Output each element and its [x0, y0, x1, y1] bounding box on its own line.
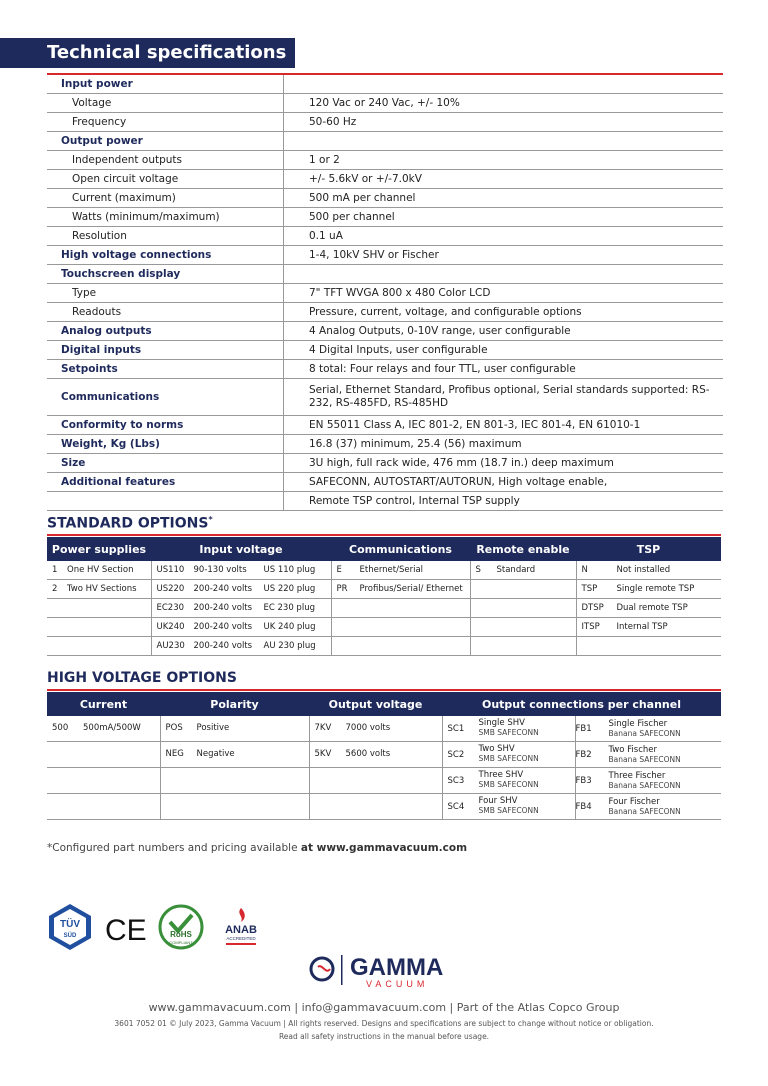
footer-line2: 3601 7052 01 © July 2023, Gamma Vacuum | All rights reserved. Designs and specifications are subject to change without notice or obligation. [114, 1019, 654, 1028]
spec-row [47, 113, 723, 132]
spec-key: Frequency [47, 113, 284, 132]
std-cell-text: Profibus/Serial/ Ethernet [359, 583, 463, 594]
standard-options-title-text: STANDARD OPTIONS [47, 515, 209, 532]
hv-conn-sub: Banana SAFECONN [608, 728, 681, 738]
spec-key: Watts (minimum/maximum) [47, 208, 284, 227]
hv-cell-text [609, 745, 722, 765]
std-row [47, 599, 721, 618]
spec-value: Remote TSP control, Internal TSP supply [284, 492, 724, 511]
std-cell-text: US 220 plug [263, 583, 316, 594]
hv-cell-text [609, 771, 722, 791]
standard-options-mark: * [208, 515, 213, 524]
std-cell [576, 561, 721, 580]
std-cell [331, 618, 470, 637]
std-cell [576, 580, 721, 599]
gamma-logo-icon [308, 951, 468, 991]
rohs-sub-text: COMPLIANT [169, 940, 193, 945]
spec-row [47, 94, 723, 113]
std-cell-text: Ethernet/Serial [359, 564, 424, 575]
hv-cell [442, 794, 721, 820]
std-header: Input voltage [151, 537, 331, 561]
spec-value: 4 Analog Outputs, 0-10V range, user configurable [284, 322, 724, 341]
spec-key: Touchscreen display [47, 265, 284, 284]
hv-cell-text: SC2 [447, 749, 465, 760]
hv-cell [160, 794, 309, 820]
std-cell-text: UK 240 plug [263, 621, 316, 632]
std-cell-text: Not installed [616, 564, 671, 575]
std-row [47, 561, 721, 580]
hv-cell-text: SC3 [447, 775, 465, 786]
spec-row [47, 454, 723, 473]
hv-cell [160, 742, 309, 768]
hv-header: Output connections per channel [442, 692, 721, 716]
spec-row [47, 189, 723, 208]
rohs-text: RoHS [170, 930, 192, 939]
hv-conn-sub: Banana SAFECONN [608, 780, 681, 790]
std-cell-text: TSP [581, 583, 598, 594]
spec-value: EN 55011 Class A, IEC 801-2, EN 801-3, IEC 801-4, EN 61010-1 [284, 416, 724, 435]
std-cell-text: EC 230 plug [263, 602, 315, 613]
std-cell [331, 637, 470, 656]
spec-row [47, 341, 723, 360]
hv-conn-name: Four SHV [478, 796, 518, 806]
spec-row [47, 473, 723, 492]
hv-options-title: HIGH VOLTAGE OPTIONS [47, 670, 237, 686]
hv-conn-sub: SMB SAFECONN [478, 780, 539, 789]
spec-value: 120 Vac or 240 Vac, +/- 10% [284, 94, 724, 113]
spec-row [47, 151, 723, 170]
hv-cell-text: NEG [165, 749, 184, 760]
spec-value: 4 Digital Inputs, user configurable [284, 341, 724, 360]
std-cell-text: S [475, 564, 481, 575]
spec-row [47, 75, 723, 94]
hv-cell-text [479, 794, 576, 819]
logo-sub: VACUUM [366, 979, 429, 989]
spec-key: Weight, Kg (Lbs) [47, 435, 284, 454]
spec-value: 1 or 2 [284, 151, 724, 170]
hv-conn-sub: SMB SAFECONN [478, 754, 539, 763]
spec-row [47, 492, 723, 511]
hv-cell-text [609, 797, 722, 817]
hv-cell [442, 742, 721, 768]
hv-cell-text: Positive [196, 723, 230, 734]
hv-cell-text: FB1 [575, 723, 592, 734]
footnote-text: *Configured part numbers and pricing available [47, 842, 301, 854]
hv-cell [160, 768, 309, 794]
spec-row [47, 379, 723, 416]
anab-icon [214, 906, 268, 950]
std-cell [576, 637, 721, 656]
hv-cell [309, 768, 442, 794]
std-cell [151, 561, 331, 580]
spec-value: Serial, Ethernet Standard, Profibus optional, Serial standards supported: RS-232, RS-485FD, RS-485HD [284, 379, 724, 416]
hv-cell-text: Negative [196, 749, 235, 760]
std-cell [470, 561, 576, 580]
hv-conn-name: Three Fischer [608, 770, 666, 781]
hv-header: Polarity [160, 692, 309, 716]
std-cell [470, 580, 576, 599]
hv-cell-text [609, 719, 722, 739]
std-cell-text: AU 230 plug [263, 640, 316, 651]
spec-value: 500 per channel [284, 208, 724, 227]
hv-cell-text: SC1 [447, 723, 465, 734]
hv-cell-text: 5KV [314, 749, 332, 760]
std-cell-text: 1 [52, 564, 58, 575]
hv-cell-text: 7KV [314, 723, 332, 734]
hv-cell-text [479, 768, 576, 793]
spec-value [284, 265, 724, 284]
spec-key: Independent outputs [47, 151, 284, 170]
std-cell-text: US220 [156, 583, 185, 594]
std-cell-text: 90-130 volts [193, 564, 247, 575]
hv-conn-name: Single SHV [478, 718, 525, 728]
hv-cell [309, 716, 442, 742]
rohs-icon [158, 904, 204, 950]
spec-value: 0.1 uA [284, 227, 724, 246]
hv-cell [47, 794, 160, 820]
spec-key: Readouts [47, 303, 284, 322]
std-cell [47, 637, 151, 656]
std-cell-text: Two HV Sections [67, 583, 137, 594]
std-cell-text: DTSP [581, 602, 604, 613]
spec-key: Resolution [47, 227, 284, 246]
spec-key: Voltage [47, 94, 284, 113]
spec-key: Open circuit voltage [47, 170, 284, 189]
spec-row [47, 227, 723, 246]
spec-key: Analog outputs [47, 322, 284, 341]
std-cell-text: N [581, 564, 588, 575]
spec-key: Conformity to norms [47, 416, 284, 435]
std-cell-text: Dual remote TSP [616, 602, 688, 613]
anab-mark [214, 906, 268, 954]
tuv-sud-icon [47, 902, 93, 952]
spec-key: High voltage connections [47, 246, 284, 265]
std-cell [47, 599, 151, 618]
hv-cell-text: 5600 volts [345, 749, 391, 760]
std-cell-text: UK240 [156, 621, 185, 632]
std-cell-text: PR [336, 583, 348, 594]
std-cell [151, 637, 331, 656]
hv-header: Output voltage [309, 692, 442, 716]
std-cell [47, 561, 151, 580]
hv-row [47, 716, 721, 742]
spec-value: 1-4, 10kV SHV or Fischer [284, 246, 724, 265]
hv-cell [442, 716, 721, 742]
hv-cell-text [479, 716, 576, 741]
hv-cell [47, 768, 160, 794]
std-cell [576, 618, 721, 637]
spec-value: 50-60 Hz [284, 113, 724, 132]
hv-conn-name: Four Fischer [608, 796, 660, 807]
std-cell [47, 618, 151, 637]
spec-value: 500 mA per channel [284, 189, 724, 208]
standard-options-table [47, 537, 721, 656]
footer-line1: www.gammavacuum.com | info@gammavacuum.com | Part of the Atlas Copco Group [148, 1001, 620, 1014]
std-cell-text: Standard [496, 564, 536, 575]
std-row [47, 580, 721, 599]
hv-cell [47, 742, 160, 768]
std-cell [151, 599, 331, 618]
hv-cell-text: 500 [52, 723, 69, 734]
standard-options-rule [47, 534, 721, 536]
std-cell [331, 561, 470, 580]
hv-cell [309, 742, 442, 768]
hv-cell-text: FB4 [575, 801, 592, 812]
logo-name: GAMMA [350, 954, 444, 981]
spec-row [47, 435, 723, 454]
spec-value [284, 132, 724, 151]
anab-sub-text: ACCREDITED [226, 936, 256, 941]
spec-key: Digital inputs [47, 341, 284, 360]
spec-key: Type [47, 284, 284, 303]
hv-conn-sub: SMB SAFECONN [478, 728, 539, 737]
gamma-logo [308, 951, 468, 995]
spec-key: Current (maximum) [47, 189, 284, 208]
std-row [47, 637, 721, 656]
std-cell-text: 2 [52, 583, 58, 594]
std-cell [576, 599, 721, 618]
spec-value: SAFECONN, AUTOSTART/AUTORUN, High voltage enable, [284, 473, 724, 492]
rohs-mark [158, 904, 204, 954]
hv-cell-text: 500mA/500W [83, 723, 141, 734]
hv-header: Current [47, 692, 160, 716]
spec-key: Setpoints [47, 360, 284, 379]
spec-row [47, 170, 723, 189]
hv-options-table [47, 692, 721, 820]
spec-value: 7" TFT WVGA 800 x 480 Color LCD [284, 284, 724, 303]
hv-conn-name: Three SHV [478, 770, 524, 780]
std-header: TSP [576, 537, 721, 561]
spec-key [47, 492, 284, 511]
std-cell-text: EC230 [156, 602, 185, 613]
footer-line3: Read all safety instructions in the manual before usage. [278, 1032, 490, 1041]
std-cell-text: US110 [156, 564, 185, 575]
spec-key: Input power [47, 75, 284, 94]
hv-cell-text: FB3 [575, 775, 592, 786]
standard-options-title [47, 515, 213, 532]
std-cell-text: AU230 [156, 640, 185, 651]
hv-row [47, 742, 721, 768]
hv-row [47, 768, 721, 794]
std-row [47, 618, 721, 637]
std-header: Power supplies [47, 537, 151, 561]
footnote-link[interactable]: at www.gammavacuum.com [300, 842, 468, 854]
hv-row [47, 794, 721, 820]
spec-value [284, 75, 724, 94]
spec-value: 16.8 (37) minimum, 25.4 (56) maximum [284, 435, 724, 454]
anab-text: ANAB [225, 924, 257, 936]
spec-row [47, 208, 723, 227]
spec-row [47, 132, 723, 151]
std-cell-text: Internal TSP [616, 621, 668, 632]
std-cell-text: ITSP [581, 621, 600, 632]
hv-conn-sub: SMB SAFECONN [478, 806, 539, 815]
title-bar [0, 38, 295, 68]
spec-key: Additional features [47, 473, 284, 492]
spec-value: +/- 5.6kV or +/-7.0kV [284, 170, 724, 189]
spec-key: Communications [47, 379, 284, 416]
std-cell-text: One HV Section [67, 564, 134, 575]
spec-value: 3U high, full rack wide, 476 mm (18.7 in.) deep maximum [284, 454, 724, 473]
hv-cell [442, 768, 721, 794]
hv-conn-sub: Banana SAFECONN [608, 806, 681, 816]
hv-cell [160, 716, 309, 742]
std-cell [151, 580, 331, 599]
spec-row [47, 284, 723, 303]
std-cell-text: US 110 plug [263, 564, 316, 575]
std-cell [470, 599, 576, 618]
spec-key: Size [47, 454, 284, 473]
std-cell [470, 618, 576, 637]
hv-conn-name: Two Fischer [608, 744, 657, 755]
std-cell [151, 618, 331, 637]
spec-row [47, 303, 723, 322]
page-title: Technical specifications [47, 42, 287, 63]
spec-row [47, 360, 723, 379]
spec-table [47, 75, 723, 511]
spec-row [47, 246, 723, 265]
std-cell [331, 599, 470, 618]
spec-row [47, 322, 723, 341]
tuv-sud-mark [47, 902, 93, 956]
footnote [47, 842, 467, 854]
tuv-sub-text: SÜD [63, 933, 77, 939]
std-cell-text: E [336, 564, 342, 575]
spec-key: Output power [47, 132, 284, 151]
hv-cell-text [479, 742, 576, 767]
std-cell-text: 200-240 volts [193, 583, 253, 594]
spec-value: 8 total: Four relays and four TTL, user configurable [284, 360, 724, 379]
hv-cell-text: SC4 [447, 801, 465, 812]
std-cell-text: 200-240 volts [193, 602, 253, 613]
spec-value: Pressure, current, voltage, and configurable options [284, 303, 724, 322]
hv-cell-text: 7000 volts [345, 723, 391, 734]
hv-cell-text: FB2 [575, 749, 592, 760]
spec-row [47, 416, 723, 435]
std-cell [331, 580, 470, 599]
std-header: Communications [331, 537, 470, 561]
std-cell-text: Single remote TSP [616, 583, 695, 594]
hv-conn-name: Single Fischer [608, 718, 668, 729]
std-cell [47, 580, 151, 599]
spec-row [47, 265, 723, 284]
std-cell [470, 637, 576, 656]
ce-mark: CE [105, 914, 147, 947]
std-cell-text: 200-240 volts [193, 640, 253, 651]
std-cell-text: 200-240 volts [193, 621, 253, 632]
hv-conn-sub: Banana SAFECONN [608, 754, 681, 764]
hv-conn-name: Two SHV [478, 744, 515, 754]
hv-cell [309, 794, 442, 820]
std-header: Remote enable [470, 537, 576, 561]
hv-cell-text: POS [165, 723, 183, 734]
hv-cell [47, 716, 160, 742]
hv-options-rule [47, 689, 721, 691]
tuv-text: TÜV [60, 919, 80, 930]
